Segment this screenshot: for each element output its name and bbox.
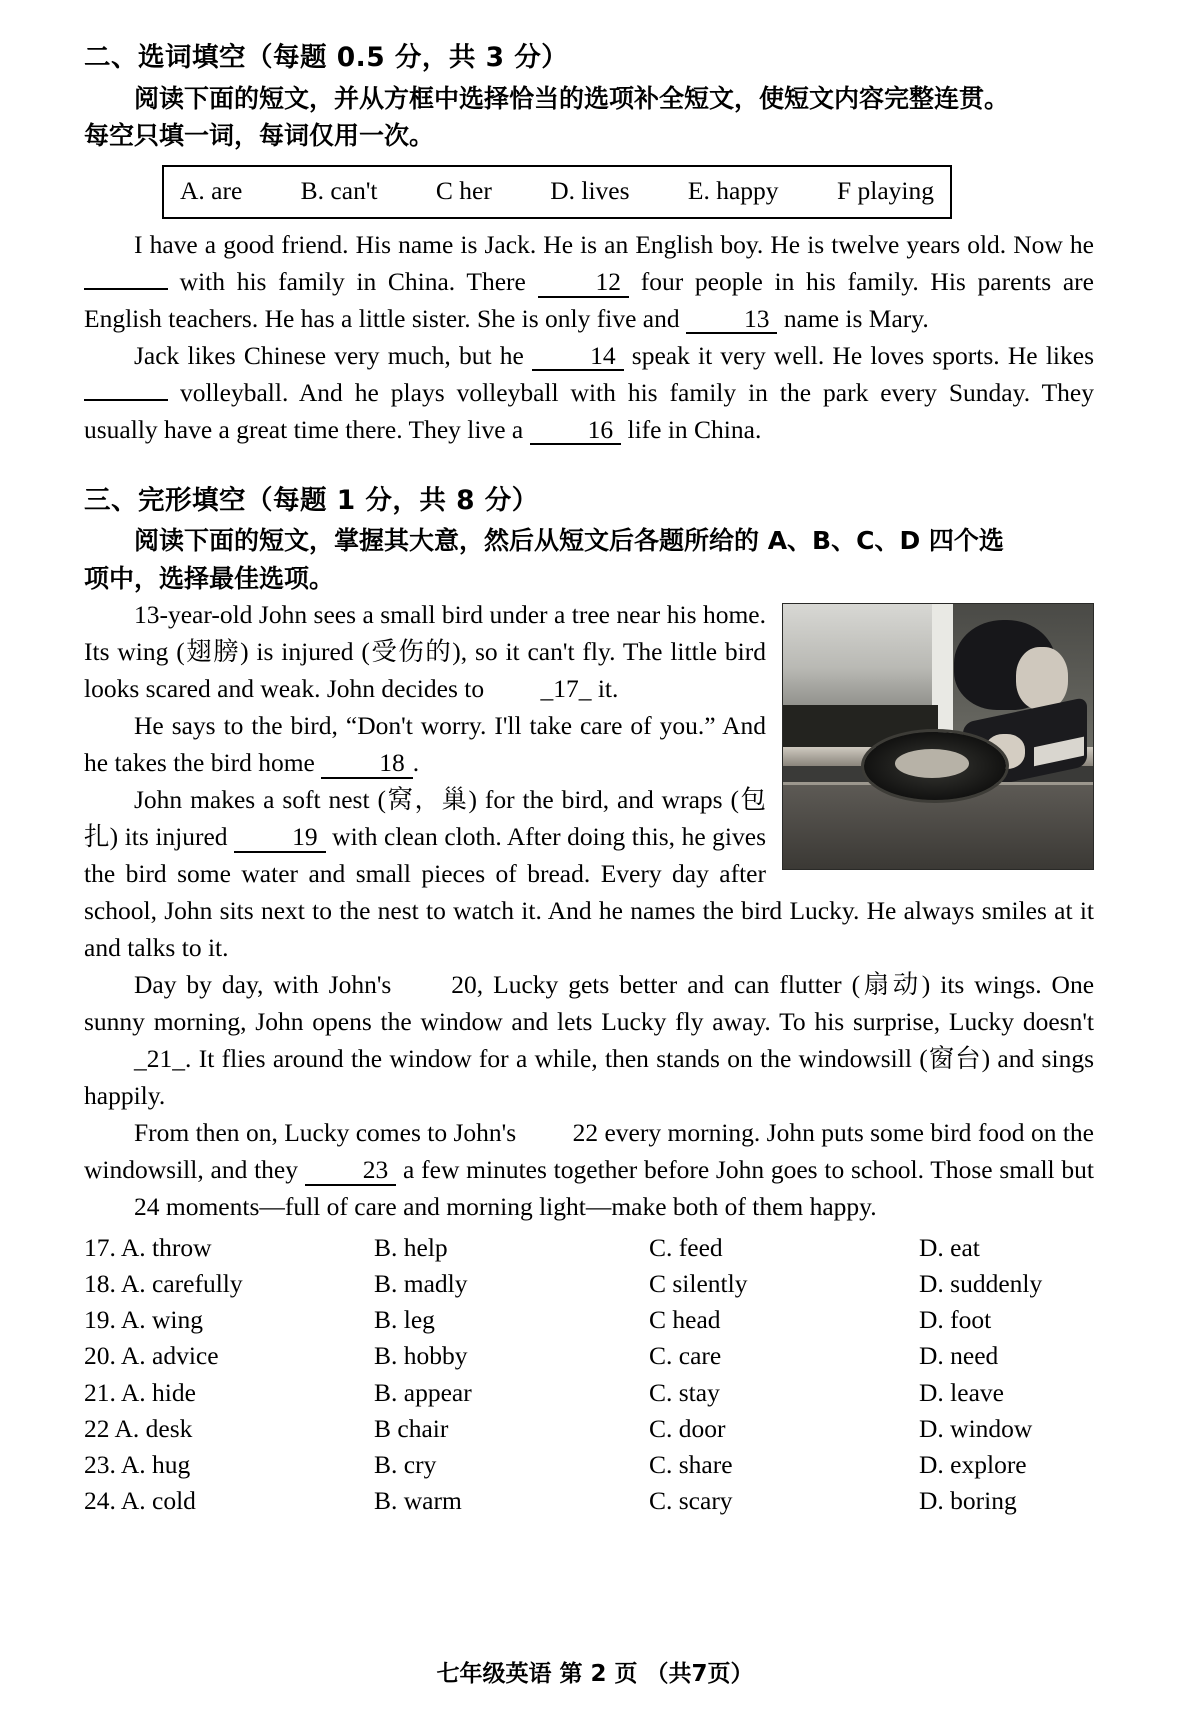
photo-bird-nest — [864, 732, 1007, 801]
option-20-a[interactable] — [84, 1338, 374, 1374]
option-20-d[interactable]: D. need — [919, 1341, 999, 1371]
passage-text: I have a good friend. His name is Jack. He is an English boy. He is twelve years old. Now he — [134, 229, 1094, 259]
option-24-c[interactable]: C. scary — [649, 1486, 733, 1516]
blank-22[interactable]: 22 — [572, 1117, 599, 1147]
option-label: A. carefully — [120, 1269, 243, 1299]
option-17-d[interactable]: D. eat — [919, 1232, 980, 1262]
option-row-21 — [84, 1375, 1094, 1411]
option-18-d[interactable]: D. suddenly — [919, 1269, 1043, 1299]
option-22-d[interactable]: D. window — [919, 1413, 1033, 1443]
blank-24[interactable]: 24 — [134, 1191, 160, 1221]
section-three-heading: 三、完形填空（每题 1 分，共 8 分） — [84, 484, 539, 516]
option-row-17 — [84, 1230, 1094, 1266]
blank-13[interactable]: 13 — [686, 306, 778, 335]
option-18-a[interactable] — [84, 1266, 374, 1302]
blank-16[interactable]: 16 — [530, 417, 622, 446]
passage-text: with clean cloth. After doing this, he gives the bird some water and small pieces of bread. Every day after school, John sits next to the nest to watch it. And he names the bird Lucky. He always smiles at it and talks to it. — [84, 822, 1094, 963]
option-22-a[interactable] — [84, 1411, 374, 1447]
passage-text: speak it very well. He loves sports. He likes — [623, 340, 1094, 370]
passage-text: John makes a soft nest (窝，巢) for the bird, and wraps (包扎) its injured — [84, 785, 766, 852]
passage-text: with his family in China. There — [168, 266, 538, 296]
option-label: A. desk — [114, 1413, 193, 1443]
passage-text: Jack likes Chinese very much, but he — [134, 340, 533, 370]
section-two-heading: 二、选词填空（每题 0.5 分，共 3 分） — [84, 42, 569, 73]
blank-14[interactable]: 14 — [532, 343, 624, 372]
passage-text: Day by day, with John's — [134, 970, 402, 1000]
passage-text: volleyball. And he plays volleyball with his family in the park every Sunday. They usually have a great time there. They live a — [84, 377, 1094, 444]
option-row-19 — [84, 1302, 1094, 1338]
word-bank-option-e: E. happy — [687, 175, 779, 205]
section-two-passage-paragraph-1 — [84, 227, 1094, 338]
option-23-c[interactable]: C. share — [649, 1450, 733, 1480]
passage-text: life in China. — [621, 414, 762, 444]
passage-text: a few minutes together before John goes to school. Those small but — [396, 1154, 1094, 1184]
word-bank-option-a: A. are — [180, 175, 243, 205]
question-number: 23. — [84, 1450, 116, 1480]
passage-text: He says to the bird, “Don't worry. I'll take care of you.” And he takes the bird home — [84, 711, 766, 778]
cloze-options-list — [84, 1230, 1094, 1520]
section-three-instruction-line2: 项中，选择最佳选项。 — [84, 563, 335, 593]
option-17-b[interactable]: B. help — [374, 1232, 448, 1262]
option-24-d[interactable]: D. boring — [919, 1486, 1017, 1516]
section-three-instruction-line1: 阅读下面的短文，掌握其大意，然后从短文后各题所给的 A、B、C、D 四个选 — [134, 526, 1004, 556]
option-22-c[interactable]: C. door — [649, 1413, 726, 1443]
cloze-paragraph-4 — [84, 967, 1094, 1115]
option-20-c[interactable]: C. care — [649, 1341, 722, 1371]
blank-12[interactable]: 12 — [538, 269, 630, 298]
option-17-a[interactable] — [84, 1230, 374, 1266]
passage-text: From then on, Lucky comes to John's — [134, 1117, 523, 1147]
option-23-a[interactable] — [84, 1447, 374, 1483]
option-19-d[interactable]: D. foot — [919, 1305, 992, 1335]
question-number: 18. — [84, 1269, 116, 1299]
option-label: A. advice — [120, 1341, 219, 1371]
page-footer: 七年级英语 第 2 页 （共7页） — [436, 1661, 754, 1687]
passage-text: it. — [591, 674, 619, 704]
option-19-c[interactable]: C head — [649, 1305, 721, 1335]
word-bank-option-f: F playing — [836, 175, 934, 205]
option-label: A. hug — [120, 1450, 191, 1480]
option-label: A. cold — [120, 1486, 196, 1516]
blank-11[interactable] — [84, 288, 168, 290]
option-23-d[interactable]: D. explore — [919, 1450, 1027, 1480]
word-bank-option-d: D. lives — [550, 175, 630, 205]
passage-text: 13-year-old John sees a small bird under a tree near his home. Its wing (翅膀) is injured (受伤的), so it can't fly. The little bird looks scared and weak. John decides to — [84, 600, 766, 704]
cloze-passage-block — [84, 597, 1094, 1225]
option-18-b[interactable]: B. madly — [374, 1269, 468, 1299]
option-label: A. throw — [120, 1232, 212, 1262]
passage-text: . It flies around the window for a while, then stands on the windowsill (窗台) and sings happily. — [84, 1043, 1094, 1110]
word-bank-box — [162, 165, 952, 219]
section-two-instruction-line2: 每空只填一词，每词仅用一次。 — [84, 121, 435, 151]
option-21-d[interactable]: D. leave — [919, 1377, 1004, 1407]
option-row-24 — [84, 1483, 1094, 1519]
blank-17[interactable]: _17_ — [540, 674, 592, 704]
passage-text: name is Mary. — [777, 303, 929, 333]
blank-15[interactable] — [84, 399, 168, 401]
option-19-b[interactable]: B. leg — [374, 1305, 435, 1335]
blank-19[interactable]: 19 — [234, 824, 326, 853]
option-24-b[interactable]: B. warm — [374, 1486, 462, 1516]
cloze-paragraph-5 — [84, 1115, 1094, 1226]
passage-text: , Lucky gets better and can flutter (扇动) its wings. One sunny morning, John opens the window and lets Lucky fly away. To his surprise, Lucky doesn't — [84, 970, 1095, 1036]
passage-text: every morning. John puts some bird food on the windowsill, and they — [84, 1117, 1094, 1184]
option-17-c[interactable]: C. feed — [649, 1232, 723, 1262]
question-number: 24. — [84, 1486, 116, 1516]
option-21-c[interactable]: C. stay — [649, 1377, 720, 1407]
option-row-20 — [84, 1338, 1094, 1374]
page-content — [84, 40, 1094, 1519]
passage-text: . — [412, 748, 420, 778]
option-row-23 — [84, 1447, 1094, 1483]
word-bank-option-b: B. can't — [300, 175, 378, 205]
boy-with-bird-nest-photo — [782, 603, 1094, 870]
option-21-b[interactable]: B. appear — [374, 1377, 472, 1407]
option-label: A. wing — [120, 1305, 204, 1335]
question-number: 17. — [84, 1232, 116, 1262]
section-two-instruction-line1: 阅读下面的短文，并从方框中选择恰当的选项补全短文，使短文内容完整连贯。 — [134, 83, 1010, 113]
option-23-b[interactable]: B. cry — [374, 1450, 437, 1480]
blank-21[interactable]: _21_ — [134, 1043, 185, 1073]
option-24-a[interactable] — [84, 1483, 374, 1519]
blank-18[interactable]: 18 — [321, 750, 413, 779]
photo-window-sky — [783, 604, 944, 710]
photo-boy-face — [1016, 647, 1069, 711]
option-20-b[interactable]: B. hobby — [374, 1341, 468, 1371]
question-number: 19. — [84, 1305, 116, 1335]
blank-23[interactable]: 23 — [305, 1157, 397, 1186]
blank-20[interactable]: 20 — [451, 970, 477, 1000]
question-number: 22 — [84, 1413, 110, 1443]
option-18-c[interactable]: C silently — [649, 1269, 748, 1299]
option-19-a[interactable] — [84, 1302, 374, 1338]
option-row-22 — [84, 1411, 1094, 1447]
option-21-a[interactable] — [84, 1375, 374, 1411]
question-number: 20. — [84, 1341, 116, 1371]
passage-text: four people in his family. His parents are English teachers. He has a little sister. She is only five and — [84, 266, 1094, 333]
option-row-18 — [84, 1266, 1094, 1302]
word-bank-option-c: C her — [435, 175, 492, 205]
section-two-passage-paragraph-2 — [84, 338, 1094, 449]
passage-text: moments—full of care and morning light—make both of them happy. — [159, 1191, 877, 1221]
question-number: 21. — [84, 1377, 116, 1407]
option-label: A. hide — [120, 1377, 196, 1407]
option-22-b[interactable]: B chair — [374, 1413, 449, 1443]
